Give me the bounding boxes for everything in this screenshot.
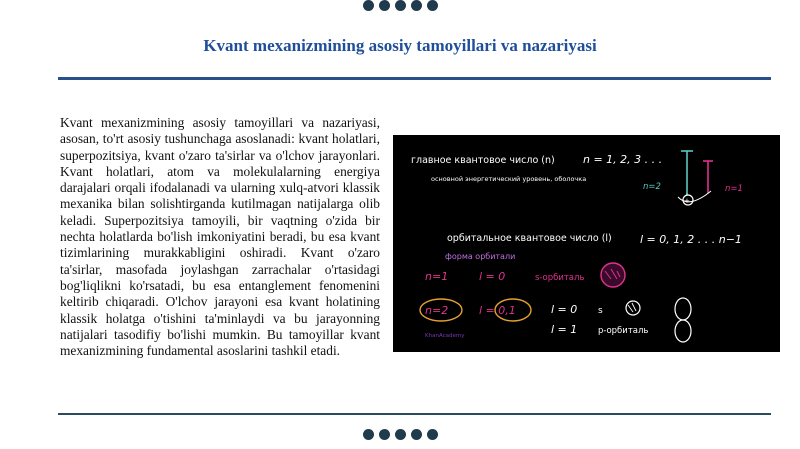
row1-n: n=1 xyxy=(425,270,449,283)
decor-dot xyxy=(379,429,390,440)
row1-orbital: s-орбиталь xyxy=(535,273,585,283)
body-paragraph: Kvant mexanizmining asosiy tamoyillari va nazariyasi, asosan, to'rt asosiy tushunchaga asoslanadi: kvant holatlari, superpozitsiya, kvant o'zaro ta'sirlar va o'lchov jarayonlari. Kvant holatlari, atom va molekulalarning energiya darajalari orqali ifodalanadi va ularning xulq-atvori klassik mexanika bilan solishtirganda kutilmagan natijalarga olib keladi. Superpozitsiya tamoyili, bir vaqtning o'zida bir nechta holatlarda bo'lish imkoniyatini beradi, bu esa kvant tizimlarining murakkabligini oshiradi. Kvant o'zaro ta'sirlar, masofada joylashgan zarrachalar o'rtasidagi bog'liqlikni ko'rsatadi, bu esa entanglement fenomenini keltirib chiqaradi. O'lchov jarayoni esa kvant holatining klassik holatga o'tishini ta'minlaydi va bu jarayonning natijalari tasodifiy bo'lishi mumkin. Bu tamoyillar kvant mexanizmining fundamental asoslarini tashkil etadi. xyxy=(60,115,380,359)
decor-dot xyxy=(411,0,422,11)
footer-divider xyxy=(58,413,771,415)
bottom-dots-decoration xyxy=(0,429,800,440)
row2-l: l = 0,1 xyxy=(479,304,516,317)
principal-label: главное квантовое число (n) xyxy=(411,155,555,166)
decor-dot xyxy=(427,429,438,440)
decor-dot xyxy=(411,429,422,440)
s-orbital-small-sketch xyxy=(626,301,640,315)
quantum-numbers-board-image xyxy=(393,135,780,352)
watermark-logo: KhanAcademy xyxy=(425,333,465,339)
orbital-values: l = 0, 1, 2 . . . n−1 xyxy=(640,233,742,246)
top-dots-decoration xyxy=(0,0,800,11)
decor-dot xyxy=(395,0,406,11)
p-orbital-sketch xyxy=(675,298,691,342)
decor-dot xyxy=(427,0,438,11)
row1-l: l = 0 xyxy=(479,270,506,283)
title-divider xyxy=(58,77,771,80)
slide-title: Kvant mexanizmining asosiy tamoyillari va nazariyasi xyxy=(203,36,597,55)
principal-values: n = 1, 2, 3 . . . xyxy=(583,153,663,166)
s-orbital-sketch xyxy=(601,263,625,287)
orbital-caption: форма орбитали xyxy=(445,252,516,261)
energy-level-sketch xyxy=(678,151,713,205)
n1-label: n=1 xyxy=(725,184,743,194)
row3-l1: l = 1 xyxy=(551,323,578,336)
row2-l0: l = 0 xyxy=(551,303,578,316)
row3-orbital: p-орбиталь xyxy=(598,326,649,336)
orbital-label: орбитальное квантовое число (l) xyxy=(447,233,612,244)
decor-dot xyxy=(395,429,406,440)
n2-label: n=2 xyxy=(643,182,661,192)
decor-dot xyxy=(363,0,374,11)
principal-caption: основной энергетический уровень, оболочка xyxy=(431,175,587,183)
row2-n: n=2 xyxy=(425,304,449,317)
row2-s: s xyxy=(598,306,603,316)
decor-dot xyxy=(379,0,390,11)
decor-dot xyxy=(363,429,374,440)
svg-text:+: + xyxy=(684,197,690,205)
